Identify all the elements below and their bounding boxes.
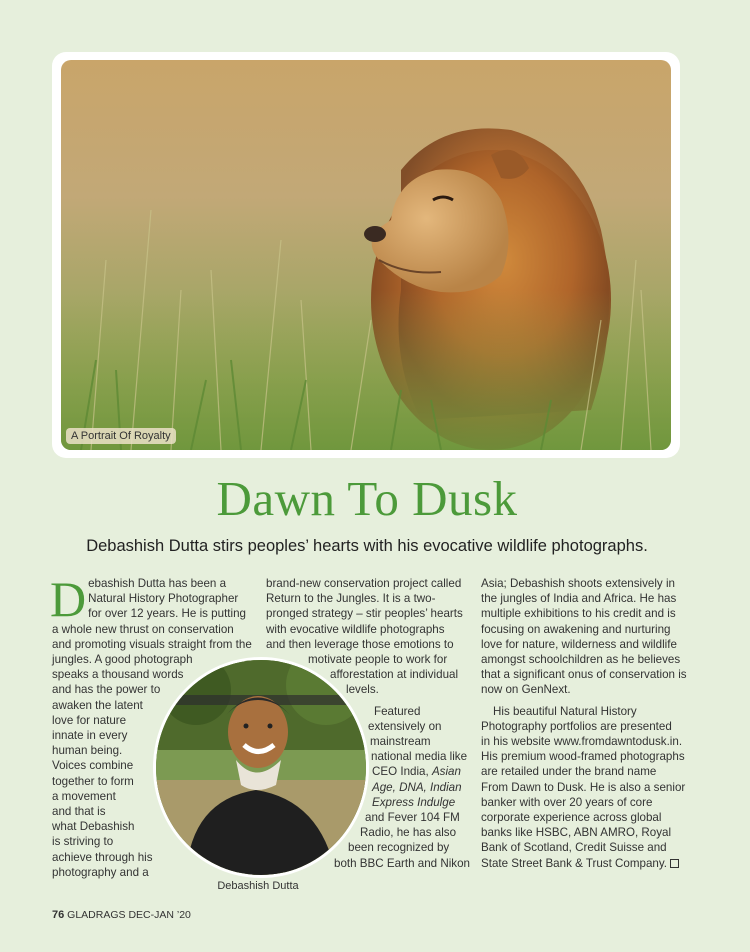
text-line: love for nature bbox=[52, 713, 127, 727]
text-line: afforestation at individual bbox=[330, 668, 459, 682]
page-number: 76 bbox=[52, 909, 65, 921]
text-line: with evocative wildlife photographs bbox=[266, 622, 445, 636]
text-line: multiple exhibitions to his credit and is bbox=[481, 607, 676, 621]
text-line: motivate people to work for bbox=[308, 653, 448, 667]
text-line: a whole new thrust on conservation bbox=[52, 622, 234, 636]
text-line: pronged strategy – stir peoples’ hearts bbox=[266, 607, 463, 621]
text-line: banks like HSBC, ABN AMRO, Royal bbox=[481, 826, 672, 840]
text-line: brand-new conservation project called bbox=[266, 577, 462, 590]
text-line: together to form bbox=[52, 774, 134, 788]
text-line: and then leverage those emotions to bbox=[266, 637, 454, 651]
article-subtitle: Debashish Dutta stirs peoples’ hearts with his evocative wildlife photographs. bbox=[86, 537, 648, 555]
lion-photo bbox=[61, 60, 671, 450]
text-line: banker with over 20 years of core bbox=[481, 795, 653, 809]
text-line: Voices combine bbox=[52, 759, 134, 773]
text-line: jungles. A good photograph bbox=[52, 653, 193, 667]
text-line: what Debashish bbox=[52, 820, 135, 834]
text-line: Age, DNA, Indian bbox=[372, 780, 462, 794]
text-line: in his website www.fromdawntodusk.in. bbox=[481, 735, 683, 749]
text-line: corporate experience across global bbox=[481, 811, 662, 825]
text-line: for over 12 years. He is putting bbox=[88, 607, 246, 621]
text-line: speaks a thousand words bbox=[52, 668, 184, 682]
text-line: Return to the Jungles. It is a two- bbox=[266, 592, 436, 606]
text-line: and that is bbox=[52, 805, 106, 819]
text-line: Photography portfolios are presented bbox=[481, 719, 672, 733]
text-line: and promoting visuals straight from the bbox=[52, 637, 252, 651]
text-line: human being. bbox=[52, 744, 123, 758]
article-title: Dawn To Dusk bbox=[216, 471, 518, 526]
page-footer bbox=[52, 909, 191, 921]
text-line: that a significant onus of conservation is bbox=[481, 668, 687, 682]
text-line: is striving to bbox=[52, 835, 114, 849]
text-line: a movement bbox=[52, 789, 116, 803]
text-line: are retailed under the brand name bbox=[481, 765, 657, 779]
text-line: photography and a bbox=[52, 865, 149, 879]
text-line: both BBC Earth and Nikon bbox=[334, 856, 470, 870]
photo-caption: A Portrait Of Royalty bbox=[66, 428, 176, 444]
hero-photo-frame bbox=[52, 52, 680, 458]
text-line: Express Indulge bbox=[372, 795, 456, 809]
text-line: and Fever 104 FM bbox=[365, 811, 460, 825]
end-mark-icon bbox=[670, 859, 679, 868]
text-line: focusing on awakening and nurturing bbox=[481, 622, 671, 636]
text-line: levels. bbox=[346, 683, 379, 697]
column-3 bbox=[481, 576, 687, 871]
text-line: achieve through his bbox=[52, 850, 153, 864]
lion-image bbox=[61, 60, 671, 450]
text-line: Featured bbox=[374, 704, 421, 718]
text-line: His beautiful Natural History bbox=[493, 704, 637, 718]
issue-label: GLADRAGS DEC-JAN ’20 bbox=[67, 909, 191, 921]
dropcap: D bbox=[50, 571, 87, 627]
text-line: the jungles of India and Africa. He has bbox=[481, 592, 677, 606]
portrait-caption: Debashish Dutta bbox=[217, 880, 299, 892]
text-line: CEO India, Asian bbox=[372, 765, 461, 779]
text-line: Bank of Scotland, Credit Suisse and bbox=[481, 841, 667, 855]
text-line: mainstream bbox=[370, 735, 431, 749]
text-line-end: State Street Bank & Trust Company. bbox=[481, 856, 668, 870]
text-line: and has the power to bbox=[52, 683, 161, 697]
text-line: Radio, he has also bbox=[360, 826, 457, 840]
text-line: awaken the latent bbox=[52, 698, 143, 712]
text-line: been recognized by bbox=[348, 841, 450, 855]
text-line: extensively on bbox=[368, 719, 442, 733]
text-line: His premium wood-framed photographs bbox=[481, 750, 685, 764]
text-line: love for nature, wilderness and wildlife bbox=[481, 637, 677, 651]
text-line: innate in every bbox=[52, 729, 128, 743]
portrait-image bbox=[156, 660, 366, 875]
author-portrait bbox=[153, 657, 369, 878]
text-line: ebashish Dutta has been a bbox=[88, 577, 227, 590]
text-line bbox=[481, 856, 683, 871]
text-line: Asia; Debashish shoots extensively in bbox=[481, 577, 675, 590]
text-line: From Dawn to Dusk. He is also a senior bbox=[481, 780, 686, 794]
text-line: amongst schoolchildren as he believes bbox=[481, 653, 681, 667]
text-line: national media like bbox=[371, 750, 468, 764]
text-line: Natural History Photographer bbox=[88, 592, 239, 606]
text-line: now on GenNext. bbox=[481, 683, 571, 697]
